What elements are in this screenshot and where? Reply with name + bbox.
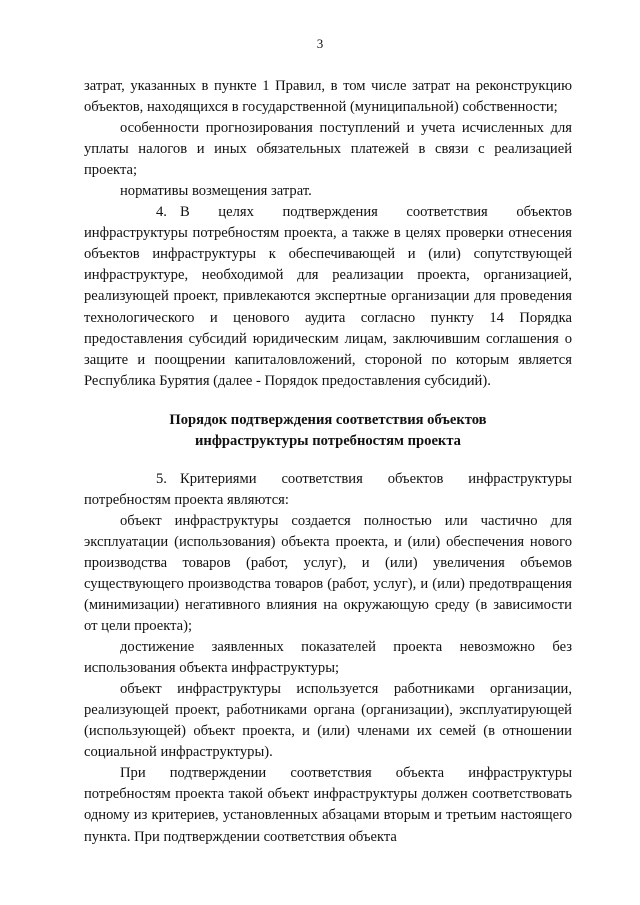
section-heading	[84, 410, 572, 452]
paragraph-forecasting: особенности прогнозирования поступлений и учета исчисленных для уплаты налогов и иных обязательных платежей в связи с реализацией проекта;	[84, 120, 572, 179]
paragraph-criterion-1: объект инфраструктуры создается полностью или частично для эксплуатации (использования) объекта проекта, и (или) обеспечения нового производства товаров (работ, услуг), и (или) увеличения объемов существующего производства товаров (работ, услуг), и (или) предотвращения (минимизации) негативного влияния на окружающую среду (в зависимости от цели проекта);	[84, 512, 572, 635]
paragraph-item-4	[84, 202, 572, 391]
page-number: 3	[316, 36, 324, 51]
paragraph-item-5	[84, 469, 572, 511]
paragraph-confirmation: При подтверждении соответствия объекта инфраструктуры потребностям проекта такой объект инфраструктуры должен соответствовать одному из критериев, установленных абзацами вторым и третьим настоящего пункта. При подтверждении соответствия объекта	[84, 765, 572, 845]
item-text: Критериями соответствия объектов инфраструктуры потребностям проекта являются:	[84, 470, 572, 508]
item-number: 4.	[156, 204, 167, 221]
paragraph-norms: нормативы возмещения затрат.	[120, 183, 312, 200]
item-number: 5.	[156, 470, 167, 487]
section-heading-line-2: инфраструктуры потребностям проекта	[195, 432, 461, 449]
paragraph-criterion-2: достижение заявленных показателей проекта невозможно без использования объекта инфраструктуры;	[84, 639, 572, 677]
paragraph-criterion-3: объект инфраструктуры используется работниками организации, реализующей проект, работниками органа (организации), эксплуатирующей (использующей) объект проекта, и (или) членами их семей (в отношении социальной инфраструктуры).	[84, 681, 572, 761]
item-text: В целях подтверждения соответствия объектов инфраструктуры потребностям проекта, а также в целях проверки отнесения объектов инфраструктуры к обеспечивающей и (или) сопутствующей инфраструктуре, необходимой для реализации проекта, организацией, реализующей проект, привлекаются экспертные организации для проведения технологического и ценового аудита согласно пункту 14 Порядка предоставления субсидий юридическим лицам, заключившим соглашения о защите и поощрении капиталовложений, стороной по которым является Республика Бурятия (далее - Порядок предоставления субсидий).	[84, 204, 572, 389]
paragraph-costs-continuation: затрат, указанных в пункте 1 Правил, в том числе затрат на реконструкцию объектов, находящихся в государственной (муниципальной) собственности;	[84, 78, 572, 116]
section-heading-line-1: Порядок подтверждения соответствия объектов	[169, 411, 487, 428]
document-body	[84, 76, 572, 848]
